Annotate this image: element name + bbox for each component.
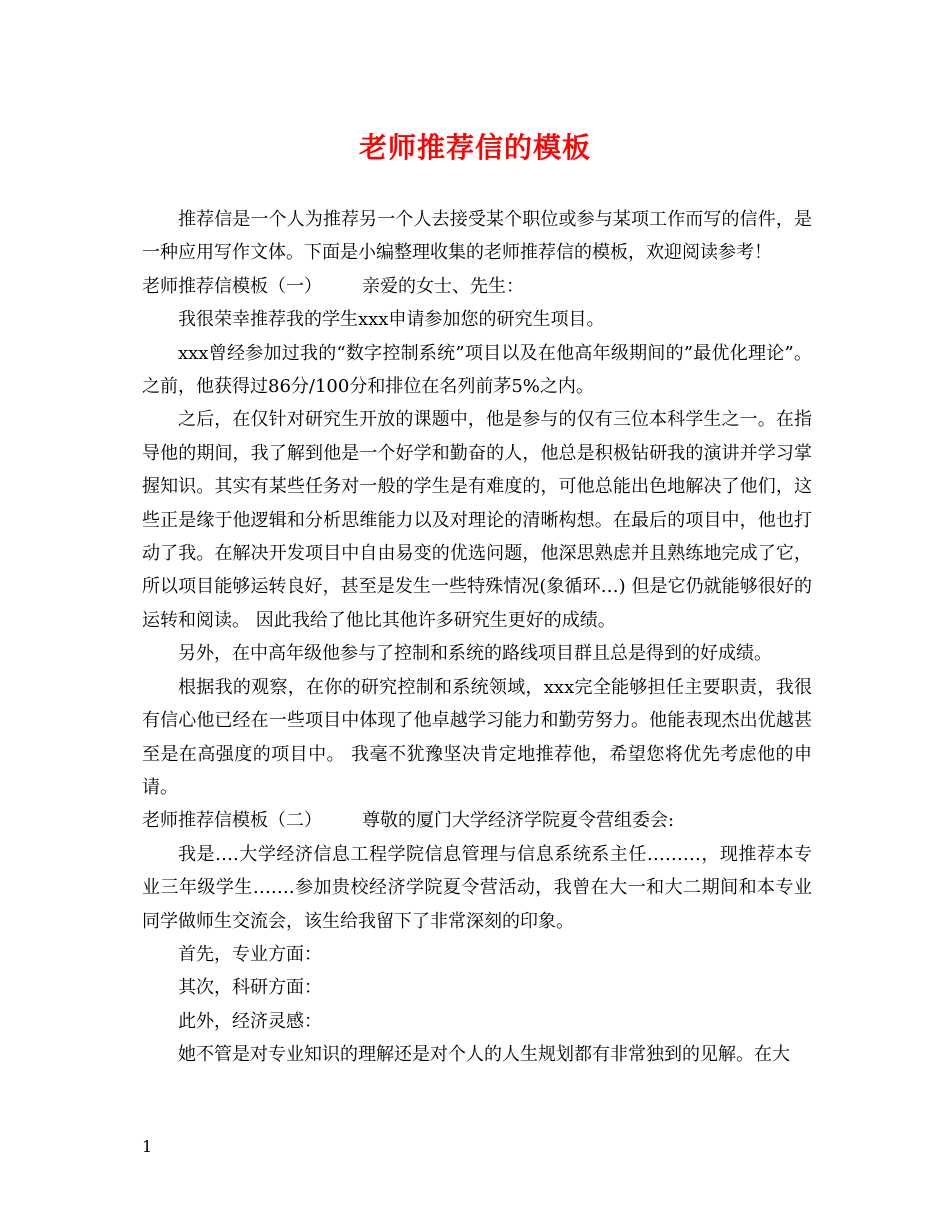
template-two-heading-line xyxy=(142,804,812,837)
template-one-heading-line xyxy=(142,270,812,303)
paragraph: 我很荣幸推荐我的学生xxx申请参加您的研究生项目。 xyxy=(178,309,605,331)
paragraph: 她不管是对专业知识的理解还是对个人的人生规划都有非常独到的见解。在大 xyxy=(178,1044,790,1066)
template-one-label: 老师推荐信模板（一） xyxy=(142,275,322,297)
paragraph: 首先，专业方面： xyxy=(178,943,322,965)
template-two-salutation: 尊敬的厦门大学经济学院夏令营组委会: xyxy=(362,810,675,832)
paragraph: 我是….大学经济信息工程学院信息管理与信息系统系主任………，现推荐本专业三年级学生…….参加贵校经济学院夏令营活动，我曾在大一和大二期间和本专业同学做师生交流会，该生给我留下了非常深刻的印象。 xyxy=(142,843,812,932)
paragraph: 此外，经济灵感： xyxy=(178,1010,322,1032)
page-number: 1 xyxy=(142,1137,153,1156)
paragraph: xxx曾经参加过我的“数字控制系统”项目以及在他高年级期间的”最优化理论”。 之前，他获得过86分/100分和排位在名列前茅5%之内。 xyxy=(142,342,812,398)
document-title: 老师推荐信的模板 xyxy=(358,131,591,164)
paragraph: 其次，科研方面： xyxy=(178,977,322,999)
intro-paragraph: 推荐信是一个人为推荐另一个人去接受某个职位或参与某项工作而写的信件，是一种应用写作文体。下面是小编整理收集的老师推荐信的模板，欢迎阅读参考！ xyxy=(142,209,812,264)
paragraph: 根据我的观察，在你的研究控制和系统领域，xxx完全能够担任主要职责，我很有信心他已经在一些项目中体现了他卓越学习能力和勤劳努力。他能表现杰出优越甚至是在高强度的项目中。 我毫不犹豫坚决肯定地推荐他，希望您将优先考虑他的申请。 xyxy=(142,676,812,798)
template-one-salutation: 亲爱的女士、先生： xyxy=(362,275,524,297)
template-two-label: 老师推荐信模板（二） xyxy=(142,810,322,832)
paragraph: 之后，在仅针对研究生开放的课题中，他是参与的仅有三位本科学生之一。在指导他的期间，我了解到他是一个好学和勤奋的人，他总是积极钻研我的演讲并学习掌握知识。其实有某些任务对一般的学生是有难度的，可他总能出色地解决了他们，这些正是缘于他逻辑和分析思维能力以及对理论的清晰构想。在最后的项目中，他也打动了我。在解决开发项目中自由易变的优选问题，他深思熟虑并且熟练地完成了它，所以项目能够运转良好，甚至是发生一些特殊情况(象循环…) 但是它仍就能够很好的运转和阅读。 因此我给了他比其他许多研究生更好的成绩。 xyxy=(142,409,812,631)
paragraph: 另外，在中高年级他参与了控制和系统的路线项目群且总是得到的好成绩。 xyxy=(178,643,772,665)
document-body xyxy=(142,203,812,1072)
